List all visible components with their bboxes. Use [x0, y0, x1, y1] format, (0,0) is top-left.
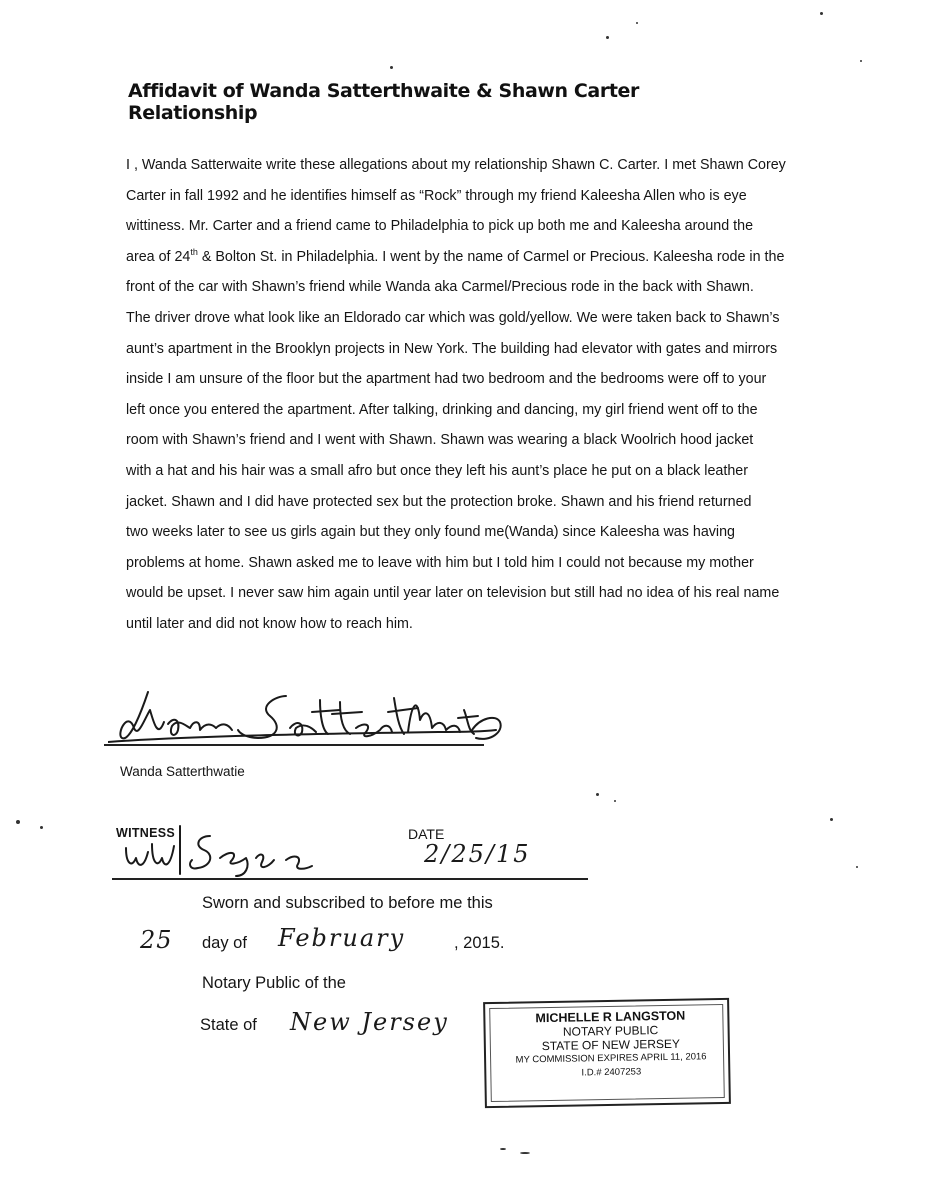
body-line: problems at home. Shawn asked me to leave with him but I told him I could not because my mother — [126, 554, 754, 571]
notary-day-value: 25 — [140, 926, 173, 954]
witness-line — [112, 878, 588, 880]
state-of-label: State of — [200, 1016, 257, 1034]
scan-speck — [500, 1148, 506, 1150]
stamp-text — [495, 1008, 726, 1082]
notary-month-value: February — [278, 924, 406, 952]
scan-speck — [860, 60, 862, 62]
body-line: I , Wanda Satterwaite write these allegations about my relationship Shawn C. Carter. I met Shawn Corey — [126, 157, 786, 173]
affidavit-body — [126, 150, 842, 640]
notary-stamp — [483, 998, 731, 1108]
body-line: The driver drove what look like an Eldorado car which was gold/yellow. We were taken back to Shawn’s — [126, 309, 780, 326]
scan-speck — [606, 36, 609, 39]
scan-speck — [520, 1152, 530, 1154]
body-line — [126, 242, 842, 273]
body-line: room with Shawn’s friend and I went with Shawn. Shawn was wearing a black Woolrich hood jacket — [126, 432, 754, 449]
signature-line — [104, 744, 484, 746]
scan-speck — [390, 66, 393, 69]
body-line: front of the car with Shawn’s friend while Wanda aka Carmel/Precious rode in the back with Shawn. — [126, 279, 754, 296]
body-line-rest: & Bolton St. in Philadelphia. I went by the name of Carmel or Precious. Kaleesha rode in the — [197, 248, 785, 265]
scan-speck — [596, 793, 599, 796]
scan-speck — [614, 800, 616, 802]
scan-speck — [40, 826, 43, 829]
stamp-id-number: I.D.# 2407253 — [581, 1066, 642, 1079]
scan-speck — [16, 820, 20, 824]
body-line: left once you entered the apartment. After talking, drinking and dancing, my girl friend went off to the — [126, 401, 758, 418]
stamp-state: STATE OF NEW JERSEY — [541, 1036, 681, 1054]
body-line: aunt’s apartment in the Brooklyn projects in New York. The building had elevator with gates and mirrors — [126, 340, 778, 357]
notary-year: , 2015. — [454, 934, 505, 952]
scan-speck — [830, 818, 833, 821]
body-line: would be upset. I never saw him again until year later on television but still had no idea of his real name — [126, 585, 780, 602]
body-line: jacket. Shawn and I did have protected sex but the protection broke. Shawn and his friend returned — [126, 493, 752, 510]
handwritten-signature — [108, 680, 508, 760]
body-line: wittiness. Mr. Carter and a friend came to Philadelphia to pick up both me and Kaleesha around the — [126, 218, 754, 235]
body-line: inside I am unsure of the floor but the apartment had two bedroom and the bedrooms were off to your — [126, 371, 767, 388]
notary-state-value: New Jersey — [290, 1008, 449, 1036]
witness-label: WITNESS — [116, 826, 176, 840]
body-line: Carter in fall 1992 and he identifies himself as “Rock” through my friend Kaleesha Allen who is eye — [126, 187, 747, 204]
scan-speck — [636, 22, 638, 24]
body-line: until later and did not know how to reach him. — [126, 615, 413, 632]
ordinal-suffix: th — [190, 247, 198, 258]
date-label: DATE — [408, 826, 445, 842]
stamp-title: NOTARY PUBLIC — [562, 1023, 659, 1039]
sworn-statement: Sworn and subscribed to before me this — [202, 894, 493, 912]
body-line: with a hat and his hair was a small afro but once they left his aunt’s place he put on a black leather — [126, 462, 749, 479]
stamp-commission-expiry: MY COMMISSION EXPIRES APRIL 11, 2016 — [515, 1051, 707, 1066]
body-line: two weeks later to see us girls again but they only found me(Wanda) since Kaleesha was having — [126, 524, 736, 541]
witness-date-value: 2/25/15 — [424, 840, 531, 868]
witness-signature — [118, 820, 328, 880]
scan-speck — [820, 12, 823, 15]
notary-public-label: Notary Public of the — [202, 974, 346, 992]
body-line-start: area of 24 — [126, 248, 191, 265]
stamp-notary-name: MICHELLE R LANGSTON — [535, 1008, 686, 1026]
printed-signer-name: Wanda Satterthwatie — [120, 764, 245, 779]
scan-speck — [856, 866, 858, 868]
day-of-label: day of — [202, 934, 247, 952]
document-title: Affidavit of Wanda Satterthwaite & Shawn Carter Relationship — [128, 80, 639, 124]
